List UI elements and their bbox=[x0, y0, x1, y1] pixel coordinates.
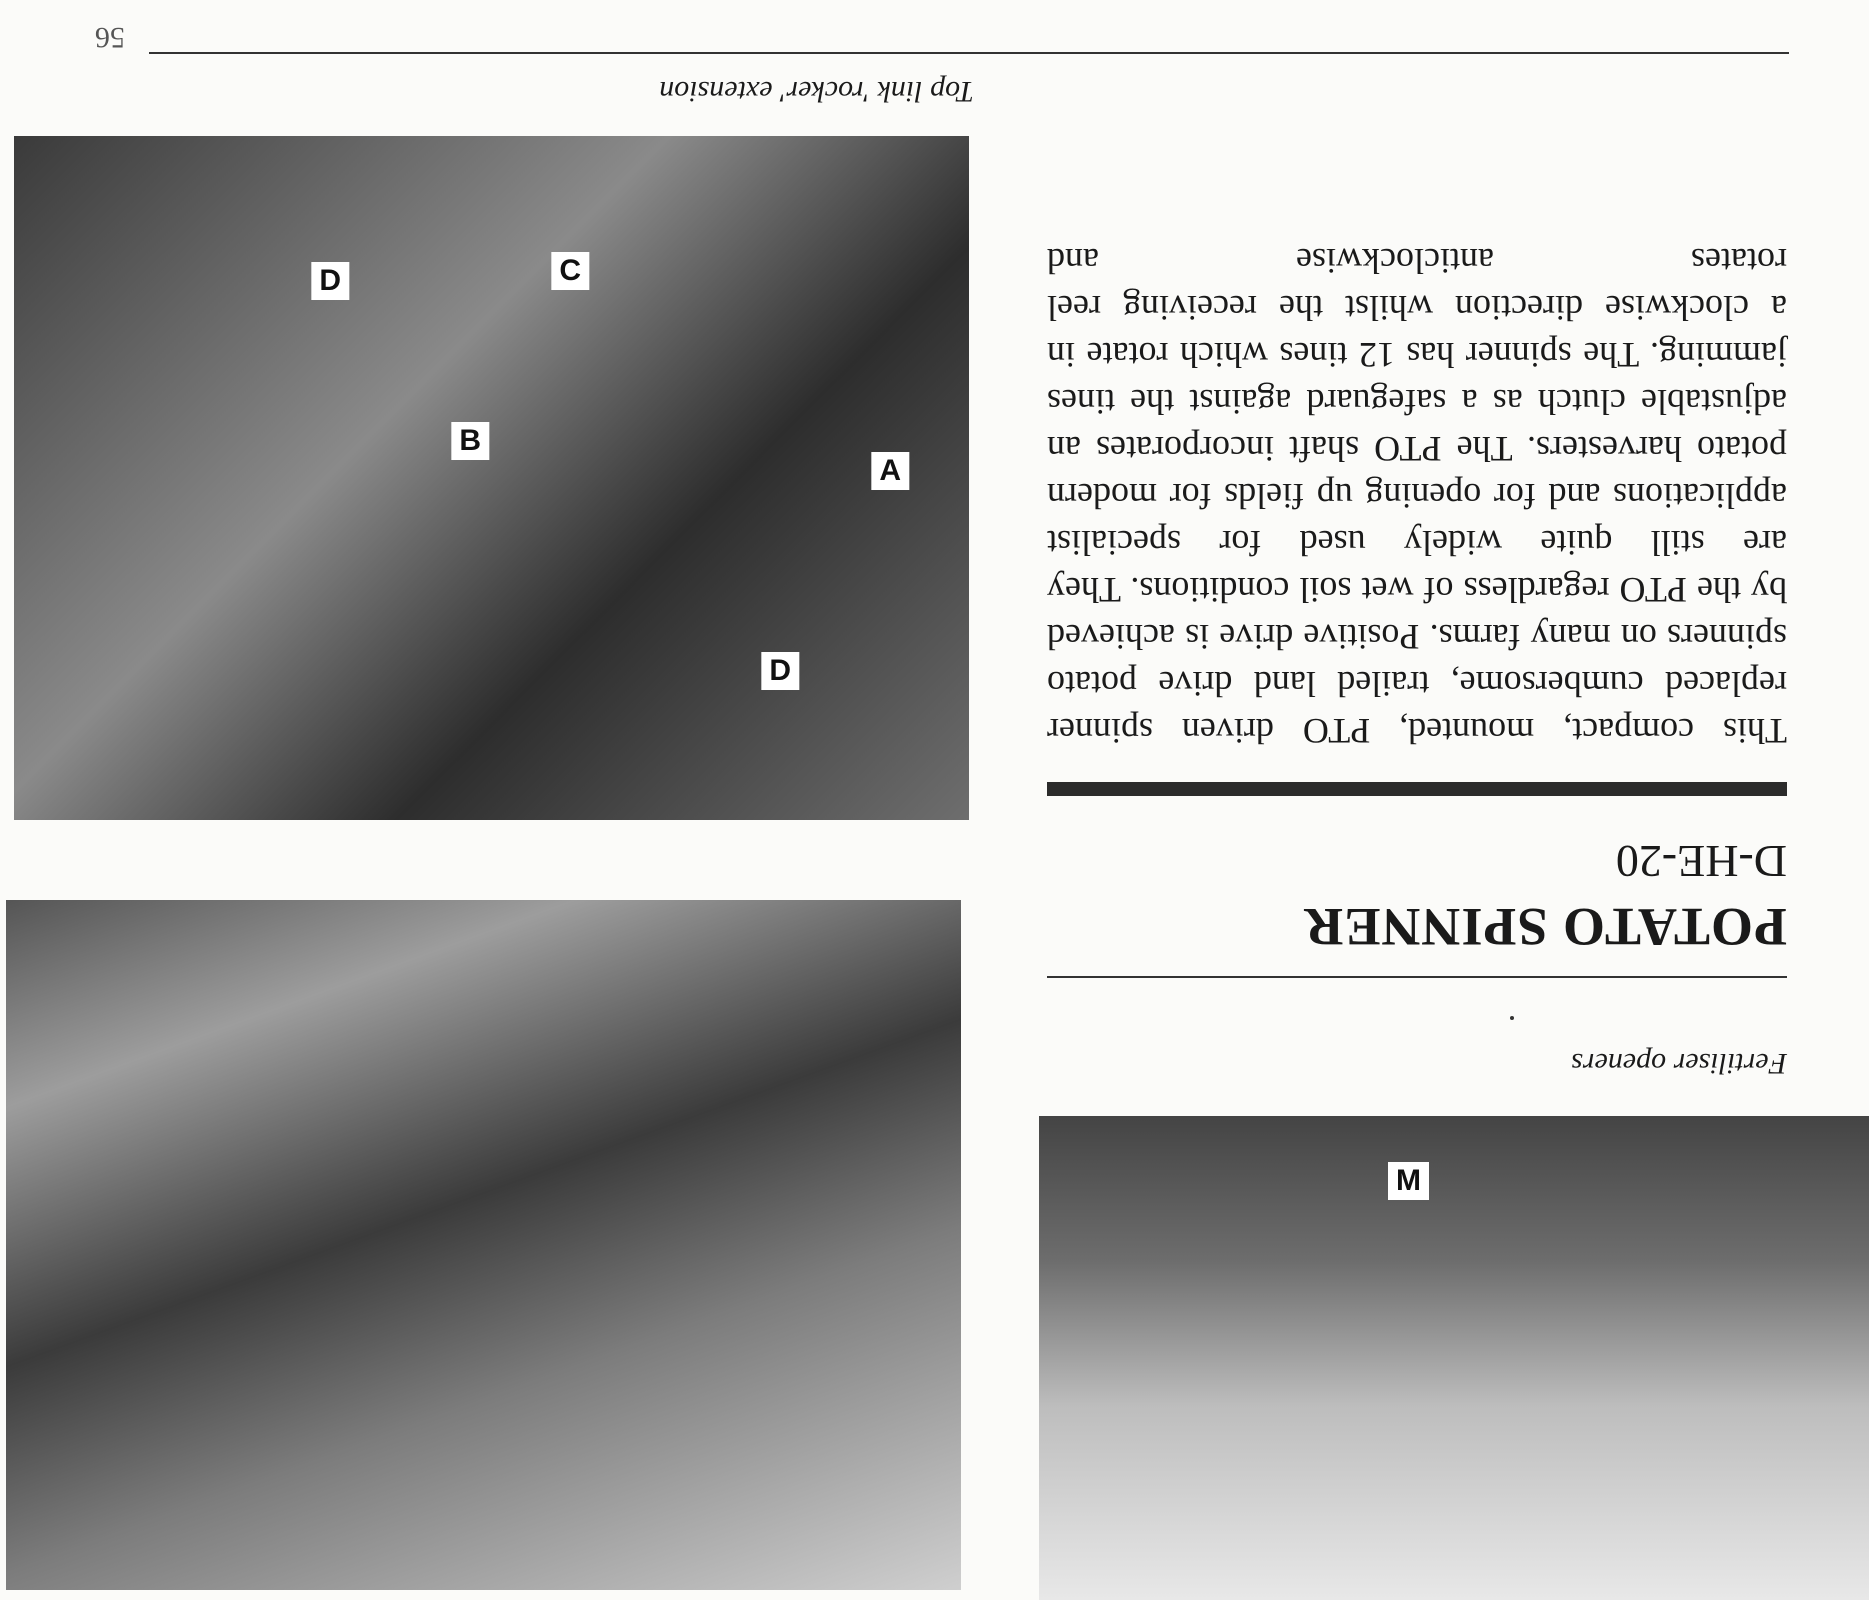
photo-label-m: M bbox=[1388, 1162, 1429, 1200]
fertiliser-openers-photo bbox=[1039, 1116, 1869, 1600]
fertiliser-photo-caption: Fertiliser openers bbox=[1571, 1047, 1787, 1080]
title-rule-thick bbox=[1047, 782, 1787, 796]
title-rule-thin bbox=[1047, 976, 1787, 978]
photo-label-d-bottom: D bbox=[311, 262, 349, 300]
potato-spinner-field-photo bbox=[6, 900, 961, 1590]
photo-label-b: B bbox=[451, 422, 489, 460]
article-body: This compact, mounted, PTO driven spinner replaced cumbersome, trailed land drive potato spinners on many farms. Positive drive is achieved by the PTO regardless of wet soil conditions. They are still quite widely used for specialist applications and for opening up fields for modern potato harvesters. The PTO shaft incorporates an adjustable clutch as a safeguard against the tines jamming. The spinner has 12 tines which rotate in a clockwise direction whilst the receiving reel rotates anticlockwise and bbox=[1047, 241, 1787, 751]
photo-label-d-top: D bbox=[761, 652, 799, 690]
header-rule bbox=[149, 52, 1789, 54]
pto-photo-caption: Top link 'rocker' extension bbox=[659, 75, 974, 108]
article-title: POTATO SPINNER bbox=[1303, 897, 1787, 957]
photo-label-a: A bbox=[871, 452, 909, 490]
article-subtitle: D-HE-20 bbox=[1615, 836, 1787, 887]
pto-linkage-photo bbox=[14, 136, 969, 820]
ink-dot bbox=[1510, 1016, 1514, 1020]
page-number: 56 bbox=[95, 21, 125, 54]
photo-label-c: C bbox=[551, 252, 589, 290]
